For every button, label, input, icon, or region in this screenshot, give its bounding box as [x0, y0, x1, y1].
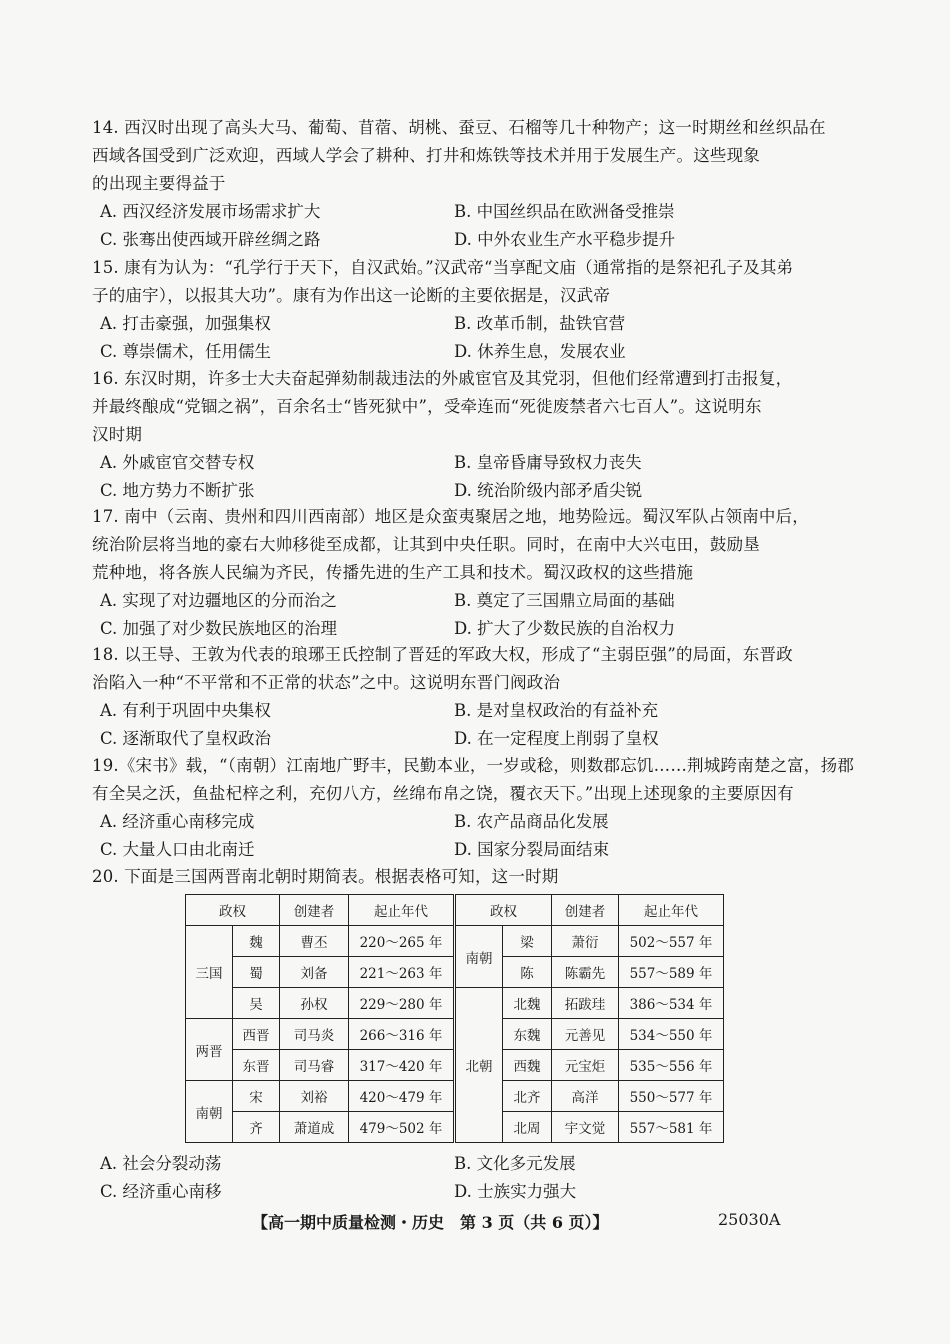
option-d: D. 扩大了少数民族的自治权力	[454, 619, 676, 638]
table-cell: 534～550 年	[619, 1019, 724, 1050]
option-a: A. 西汉经济发展市场需求扩大	[100, 202, 321, 221]
table-cell: 南朝	[186, 1081, 233, 1143]
table-cell: 宋	[233, 1081, 280, 1112]
option-b: B. 农产品商品化发展	[454, 812, 609, 831]
table-cell: 陈	[503, 957, 552, 988]
question-text: 汉时期	[92, 425, 143, 444]
question-text: 18. 以王导、王敦为代表的琅琊王氏控制了晋廷的军政大权，形成了“主弱臣强”的局面，东晋政	[92, 645, 793, 664]
question-text: 统治阶层将当地的豪右大帅移徙至成都，让其到中央任职。同时，在南中大兴屯田，鼓励垦	[92, 535, 760, 554]
question-20	[92, 863, 788, 891]
option-c: C. 加强了对少数民族地区的治理	[100, 619, 338, 638]
table-cell: 蜀	[233, 957, 280, 988]
table-cell: 北周	[503, 1112, 552, 1143]
table-cell: 吴	[233, 988, 280, 1019]
option-a: A. 实现了对边疆地区的分而治之	[100, 591, 337, 610]
option-c: C. 逐渐取代了皇权政治	[100, 729, 272, 748]
question-16	[92, 365, 793, 505]
table-cell: 535～556 年	[619, 1050, 724, 1081]
table-cell: 三国	[186, 926, 233, 1019]
option-d: D. 国家分裂局面结束	[454, 840, 610, 859]
question-text: 西域各国受到广泛欢迎，西域人学会了耕种、打井和炼铁等技术并用于发展生产。这些现象	[92, 146, 760, 165]
table-cell: 司马睿	[280, 1050, 349, 1081]
table-cell: 曹丕	[280, 926, 349, 957]
table-cell: 两晋	[186, 1019, 233, 1081]
table-cell: 229～280 年	[349, 988, 455, 1019]
exam-code: 25030A	[718, 1210, 781, 1229]
table-header: 起止年代	[349, 895, 455, 926]
question-text: 17. 南中（云南、贵州和四川西南部）地区是众蛮夷聚居之地，地势险远。蜀汉军队占领南中后，	[92, 507, 809, 526]
table-cell: 陈霸先	[552, 957, 619, 988]
question-text: 子的庙宇），以报其大功”。康有为作出这一论断的主要依据是，汉武帝	[92, 286, 611, 305]
table-cell: 221～263 年	[349, 957, 455, 988]
option-c: C. 地方势力不断扩张	[100, 481, 255, 500]
option-c: C. 大量人口由北南迁	[100, 840, 255, 859]
table-cell: 南朝	[455, 926, 503, 988]
table-cell: 317～420 年	[349, 1050, 455, 1081]
question-17	[92, 503, 809, 643]
table-row	[186, 988, 724, 1019]
question-18	[92, 641, 793, 753]
option-d: D. 统治阶级内部矛盾尖锐	[454, 481, 643, 500]
question-text: 治陷入一种“不平常和不正常的状态”之中。这说明东晋门阀政治	[92, 673, 561, 692]
table-header: 政权	[455, 895, 552, 926]
table-cell: 宇文觉	[552, 1112, 619, 1143]
option-c: C. 张骞出使西域开辟丝绸之路	[100, 230, 321, 249]
table-header: 政权	[186, 895, 280, 926]
table-cell: 孙权	[280, 988, 349, 1019]
table-cell: 北齐	[503, 1081, 552, 1112]
option-b: B. 文化多元发展	[454, 1154, 576, 1173]
table-cell: 魏	[233, 926, 280, 957]
question-text: 并最终酿成“党锢之祸”，百余名士“皆死狱中”，受牵连而“死徙废禁者六七百人”。这说明东	[92, 397, 762, 416]
question-15	[92, 254, 794, 366]
page-footer: 【高一期中质量检测・历史 第 3 页（共 6 页）】	[252, 1213, 609, 1232]
option-b: B. 奠定了三国鼎立局面的基础	[454, 591, 675, 610]
question-19	[92, 752, 855, 864]
table-cell: 550～577 年	[619, 1081, 724, 1112]
question-text: 20. 下面是三国两晋南北朝时期简表。根据表格可知，这一时期	[92, 867, 559, 886]
question-20-options	[92, 1150, 788, 1206]
table-cell: 拓跋珪	[552, 988, 619, 1019]
table-cell: 479～502 年	[349, 1112, 455, 1143]
table-cell: 557～589 年	[619, 957, 724, 988]
table-cell: 西魏	[503, 1050, 552, 1081]
table-cell: 北魏	[503, 988, 552, 1019]
table-header: 创建者	[552, 895, 619, 926]
question-text: 15. 康有为认为：“孔学行于天下，自汉武始。”汉武帝“当享配文庙（通常指的是祭祀孔子及其弟	[92, 258, 794, 277]
table-cell: 420～479 年	[349, 1081, 455, 1112]
table-header: 创建者	[280, 895, 349, 926]
option-c: C. 尊崇儒术，任用儒生	[100, 342, 272, 361]
option-d: D. 士族实力强大	[454, 1182, 577, 1201]
option-b: B. 是对皇权政治的有益补充	[454, 701, 659, 720]
option-a: A. 经济重心南移完成	[100, 812, 255, 831]
table-header-row	[186, 895, 724, 926]
question-14	[92, 114, 826, 254]
option-d: D. 休养生息，发展农业	[454, 342, 626, 361]
option-a: A. 有利于巩固中央集权	[100, 701, 271, 720]
table-cell: 386～534 年	[619, 988, 724, 1019]
table-cell: 刘备	[280, 957, 349, 988]
table-cell: 220～265 年	[349, 926, 455, 957]
dynasty-table	[185, 894, 724, 1143]
table-cell: 557～581 年	[619, 1112, 724, 1143]
table-cell: 齐	[233, 1112, 280, 1143]
table-cell: 东魏	[503, 1019, 552, 1050]
table-cell: 北朝	[455, 988, 503, 1143]
question-text: 16. 东汉时期，许多士大夫奋起弹劾制裁违法的外戚宦官及其党羽，但他们经常遭到打击报复，	[92, 369, 793, 388]
option-b: B. 改革币制，盐铁官营	[454, 314, 626, 333]
table-row	[186, 926, 724, 957]
option-d: D. 中外农业生产水平稳步提升	[454, 230, 676, 249]
option-a: A. 社会分裂动荡	[100, 1154, 222, 1173]
option-a: A. 打击豪强，加强集权	[100, 314, 271, 333]
option-b: B. 中国丝织品在欧洲备受推崇	[454, 202, 675, 221]
option-a: A. 外戚宦官交替专权	[100, 453, 255, 472]
question-text: 19.《宋书》载，“（南朝）江南地广野丰，民勤本业，一岁或稔，则数郡忘饥……荆城跨南楚之富，扬郡	[92, 756, 855, 775]
table-header: 起止年代	[619, 895, 724, 926]
option-b: B. 皇帝昏庸导致权力丧失	[454, 453, 642, 472]
question-text: 14. 西汉时出现了高头大马、葡萄、苜蓿、胡桃、蚕豆、石榴等几十种物产；这一时期丝和丝织品在	[92, 118, 826, 137]
table-cell: 萧衍	[552, 926, 619, 957]
table-cell: 元宝炬	[552, 1050, 619, 1081]
table-cell: 266～316 年	[349, 1019, 455, 1050]
question-text: 荒种地，将各族人民编为齐民，传播先进的生产工具和技术。蜀汉政权的这些措施	[92, 563, 694, 582]
table-cell: 元善见	[552, 1019, 619, 1050]
table-cell: 东晋	[233, 1050, 280, 1081]
table-cell: 司马炎	[280, 1019, 349, 1050]
question-text: 有全吴之沃，鱼盐杞梓之利，充仞八方，丝绵布帛之饶，覆衣天下。”出现上述现象的主要原因有	[92, 784, 794, 803]
question-text: 的出现主要得益于	[92, 174, 226, 193]
table-cell: 萧道成	[280, 1112, 349, 1143]
table-cell: 502～557 年	[619, 926, 724, 957]
option-d: D. 在一定程度上削弱了皇权	[454, 729, 659, 748]
table-cell: 高洋	[552, 1081, 619, 1112]
table-cell: 西晋	[233, 1019, 280, 1050]
option-c: C. 经济重心南移	[100, 1182, 222, 1201]
table-cell: 刘裕	[280, 1081, 349, 1112]
table-cell: 梁	[503, 926, 552, 957]
